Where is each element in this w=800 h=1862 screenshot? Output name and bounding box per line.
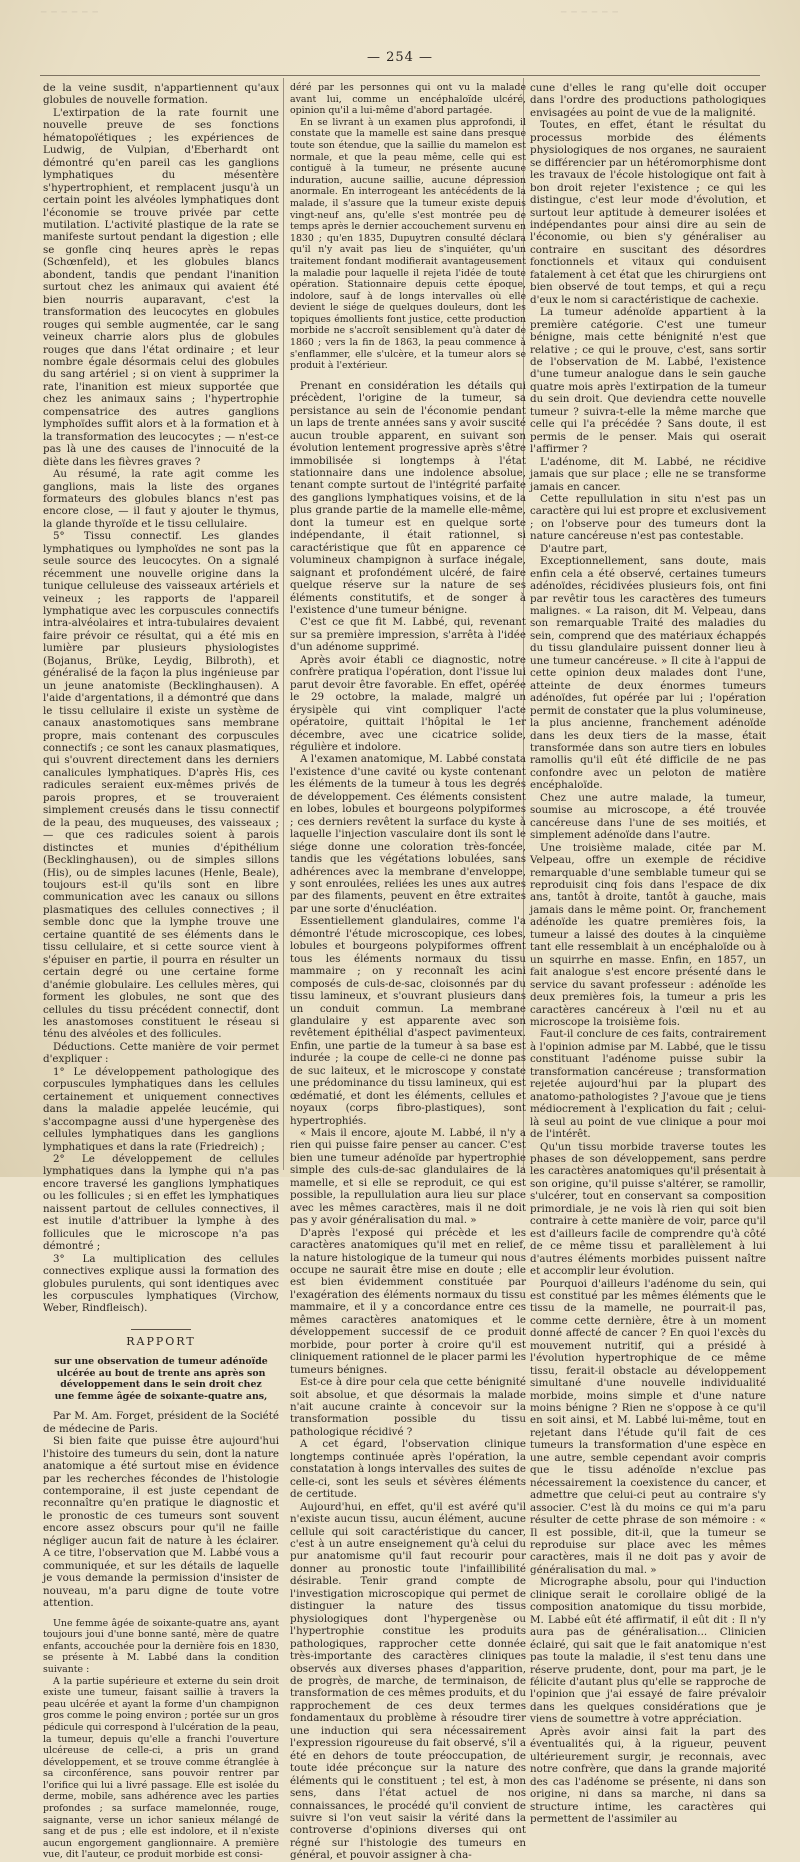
paragraph: Chez une autre malade, la tumeur, soumise au microscope, a été trouvée cancéreuse dans l'une de ses moitiés, et simplement adénoïde dans l'autre. xyxy=(530,791,766,842)
author-line: Par M. Am. Forget, président de la Société de médecine de Paris. xyxy=(43,1410,279,1435)
paragraph: Déductions. Cette manière de voir permet d'expliquer : xyxy=(43,1040,279,1066)
case-paragraph: A la partie supérieure et externe du sein droit existe une tumeur, faisant saillie à travers la peau ulcérée et ayant la forme d'un champignon gros comme le poing environ ; portée sur un gros pédicule qui correspond à l'ulcération de la peau, la tumeur, depuis qu'elle a franchi l'ouverture ulcéreuse de celle-ci, a pris un grand développement, et se trouve comme étranglée à sa circonférence, sans pouvoir rentrer par l'orifice qui lui a livré passage. Elle est isolée du derme, mobile, sans adhérence avec les parties profondes ; sa surface mamelonnée, rouge, saignante, verse un ichor sanieux mélangé de sang et de pus ; elle est indolore, et il n'existe aucun engorgement ganglionnaire. A première vue, dit l'auteur, ce produit morbide est consi- xyxy=(43,1675,279,1861)
paragraph: Qu'un tissu morbide traverse toutes les phases de son développement, sans perdre les caractères anatomiques qu'il présentait à son origine, qu'il puisse s'altérer, se ramollir, s'ulcérer, tout en conservant sa composition primordiale, je ne vois là rien qui soit bien contraire à cette manière de voir, parce qu'il est d'ailleurs facile de comprendre qu'à côté de ce même tissu et parallèlement à lui d'autres éléments morbides puissent naître et accomplir leur évolution. xyxy=(530,1140,766,1278)
paragraph: A cet égard, l'observation clinique longtemps continuée après l'opération, la constatation à longs intervalles des suites de celle-ci, sont les seuls et sévères éléments de certitude. xyxy=(290,1438,526,1501)
page-number: — 254 — xyxy=(366,50,434,65)
paragraph: D'après l'exposé qui précède et les caractères anatomiques qu'il met en relief, la nature histologique de la tumeur qui nous occupe ne saurait être mise en doute ; elle est bien évidemment constituée par l'exagération des éléments normaux du tissu mammaire, et il y a concordance entre ces mêmes caractères anatomiques et le développement successif de ce produit morbide, pour porter à croire qu'il est cliniquement rationnel de le placer parmi les tumeurs bénignes. xyxy=(290,1226,526,1376)
paragraph: La tumeur adénoïde appartient à la première catégorie. C'est une tumeur bénigne, mais cette bénignité n'est que relative ; ce qui le prouve, c'est, sans sortir de l'observation de M. Labbé, l'existence d'une tumeur analogue dans le sein gauche quatre mois après l'extirpation de la tumeur du sein droit. Que deviendra cette nouvelle tumeur ? suivra-t-elle la même marche que celle qui l'a précédée ? Sans doute, il est permis de le penser. Mais qui oserait l'affirmer ? xyxy=(530,306,766,456)
paragraph: Si bien faite que puisse être aujourd'hui l'histoire des tumeurs du sein, dont la nature anatomique a été surtout mise en évidence par les recherches fécondes de l'histologie contemporaine, il est juste cependant de reconnaître qu'en pratique le diagnostic et le pronostic de ces tumeurs sont souvent encore assez obscurs pour qu'il ne faille négliger aucun fait de nature à les éclairer. A ce titre, l'observation que M. Labbé vous a communiquée, et sur les détails de laquelle je vous demande la permission d'insister de nouveau, m'a paru digne de toute votre attention. xyxy=(43,1435,279,1610)
case-paragraph: déré par les personnes qui ont vu la malade avant lui, comme un encéphaloïde ulcéré, opinion qu'il a lui-même d'abord partagée. xyxy=(290,82,526,117)
paragraph: Est-ce à dire pour cela que cette bénignité soit absolue, et que désormais la malade n'ait aucune crainte à concevoir sur la transformation possible du tissu pathologique récidivé ? xyxy=(290,1376,526,1438)
paragraph: Après avoir ainsi fait la part des éventualités qui, à la rigueur, peuvent ultérieurement surgir, je reconnais, avec notre confrère, que dans la grande majorité des cas l'adénome se présente, ni dans son origine, ni dans sa marche, ni dans sa structure intime, les caractères qui permettent de l'assimiler au xyxy=(530,1725,766,1825)
paragraph: Faut-il conclure de ces faits, contrairement à l'opinion admise par M. Labbé, que le tissu constituant l'adénome puisse subir la transformation cancéreuse ; transformation rejetée aujourd'hui par la plupart des anatomo-pathologistes ? J'avoue que je tiens médiocrement à l'explication du fait ; celui-là seul au point de vue clinique a pour moi de l'intérêt. xyxy=(530,1028,766,1141)
paragraph: A l'examen anatomique, M. Labbé constata l'existence d'une cavité ou kyste contenant les éléments de la tumeur à tous les degrés de développement. Ces éléments consistent en lobes, lobules et bourgeons polypiformes ; ces derniers revêtent la surface du kyste à laquelle l'injection vasculaire dont ils sont le siége donne une coloration très-foncée, tandis que les végétations lobulées, sans adhérences avec la membrane d'enveloppe, y sont enroulées, reliées les unes aux autres par des filaments, peuvent en être extraites par une sorte d'énucléation. xyxy=(290,753,526,915)
section-divider xyxy=(131,1329,191,1330)
paragraph: cune d'elles le rang qu'elle doit occuper dans l'ordre des productions pathologiques envisagées au point de vue de la malignité. xyxy=(530,82,766,119)
column-separator xyxy=(283,78,284,1170)
paragraph: 1° Le développement pathologique des corpuscules lymphatiques dans les cellules certainement et uniquement connectives dans la maladie appelée leucémie, qui s'accompagne aussi d'une hypergenèse des cellules lymphatiques dans les ganglions lymphatiques et dans la rate (Friedreich) ; xyxy=(43,1065,279,1153)
paragraph: Au résumé, la rate agit comme les ganglions, mais la liste des organes formateurs des globules blancs n'est pas encore close, — il faut y ajouter le thymus, la glande thyroïde et le tissu cellulaire. xyxy=(43,468,279,530)
paragraph: L'adénome, dit M. Labbé, ne récidive jamais que sur place ; elle ne se transforme jamais en cancer. xyxy=(530,455,766,493)
paragraph: Micrographe absolu, pour qui l'induction clinique serait le corollaire obligé de la composition anatomique du tissu morbide, M. Labbé eût été affirmatif, il eût dit : Il n'y aura pas de généralisation... Clinicien éclairé, qui sait que le fait anatomique n'est pas toute la maladie, il s'est tenu dans une réserve prudente, dont, pour ma part, je le félicite d'autant plus qu'elle se rapproche de l'opinion que j'ai essayé de faire prévaloir dans les quelques considérations que je viens de soumettre à votre appréciation. xyxy=(530,1576,766,1726)
case-paragraph: Une femme âgée de soixante-quatre ans, ayant toujours joui d'une bonne santé, mère de quatre enfants, accouchée pour la dernière fois en 1830, se présente à M. Labbé dans la condition suivante : xyxy=(43,1617,280,1675)
paragraph: Cette repullulation in situ n'est pas un caractère qui lui est propre et exclusivement ; on l'observe pour des tumeurs dont la nature cancéreuse n'est pas contestable. xyxy=(530,492,766,543)
column-1 xyxy=(43,82,280,1861)
paragraph: Une troisième malade, citée par M. Velpeau, offre un exemple de récidive remarquable d'une semblable tumeur qui se reproduisit cinq fois dans l'espace de dix ans, tantôt à droite, tantôt à gauche, mais jamais dans le même point. Or, franchement adénoïde les quatre premières fois, la tumeur a laissé des doutes à la cinquième tant elle ressemblait à un encéphaloïde ou à un squirrhe en masse. Enfin, en 1857, un fait analogue s'est encore présenté dans le service du savant professeur : adénoïde les deux premières fois, la tumeur a pris les caractères cancéreux à l'œil nu et au microscope la troisième fois. xyxy=(530,841,766,1028)
paragraph: « Mais il encore, ajoute M. Labbé, il n'y a rien qui puisse faire penser au cancer. C'est bien une tumeur adénoïde par hypertrophie simple des culs-de-sac glandulaires de la mamelle, et si elle se reproduit, ce qui est possible, la repullulation aura lieu sur place avec les mêmes caractères, mais il ne doit pas y avoir généralisation du mal. » xyxy=(290,1127,526,1227)
header-rule xyxy=(40,75,760,76)
paragraph: L'extirpation de la rate fournit une nouvelle preuve de ses fonctions hématopoïétiques ; les expériences de Ludwig, de Vulpian, d'Eberhardt ont démontré qu'en pareil cas les ganglions lymphatiques du mésentère s'hypertrophient, et remplacent jusqu'à un certain point les alvéoles lymphatiques dont l'économie se trouve privée par cette mutilation. L'activité plastique de la rate se manifeste surtout pendant la digestion ; elle se gonfle cinq heures après le repas (Schœnfeld), et les globules blancs abondent, tandis que pendant l'inanition surtout chez les animaux qui avaient été bien nourris auparavant, c'est la transformation des leucocytes en globules rouges qui semble augmentée, car le sang veineux charrie alors plus de globules rouges que dans l'état ordinaire ; et leur nombre égale désormais celui des globules du sang artériel ; si on vient à supprimer la rate, l'inanition est mieux supportée que chez les animaux sains ; l'hypertrophie compensatrice des autres ganglions lymphoïdes suffit alors et à la formation et à la transformation des leucocytes ; — n'est-ce pas là une des causes de l'innocuité de la diète dans les fièvres graves ? xyxy=(43,106,279,468)
paragraph: Prenant en considération les détails qui précèdent, l'origine de la tumeur, sa persistance au sein de l'économie pendant un laps de trente années sans y avoir suscité aucun trouble apparent, en suivant son évolution lentement progressive après s'être immobilisée si longtemps à l'état stationnaire dans une indolence absolue, tenant compte surtout de l'intégrité parfaite des ganglions lymphatiques voisins, et de la plus grande partie de la mamelle elle-même, dont la tumeur est en quelque sorte indépendante, il était rationnel, si caractéristique que fût en apparence ce volumineux champignon à surface inégale, saignant et profondément ulcéré, de faire quelque réserve sur la nature de ses éléments constitutifs, et de songer à l'existence d'une tumeur bénigne. xyxy=(290,379,526,616)
column-2 xyxy=(290,82,526,1862)
paragraph: Après avoir établi ce diagnostic, notre confrère pratiqua l'opération, dont l'issue lui parut devoir être favorable. En effet, opérée le 29 octobre, la malade, malgré un érysipèle qui vint compliquer l'acte opératoire, quittait l'hôpital le 1er décembre, avec une cicatrice solide, régulière et indolore. xyxy=(290,653,526,753)
column-3 xyxy=(530,82,766,1825)
paragraph: Essentiellement glandulaires, comme l'a démontré l'étude microscopique, ces lobes, lobules et bourgeons polypiformes offrent tous les éléments normaux du tissu mammaire ; on y reconnaît les acini composés de culs-de-sac, cloisonnés par du tissu lamineux, et s'ouvrant plusieurs dans un conduit commun. La membrane glandulaire y est apparente avec son revêtement épithélial d'aspect pavimenteux. Enfin, une partie de la tumeur à sa base est indurée ; la coupe de celle-ci ne donne pas de suc laiteux, et le microscope y constate une prédominance du tissu lamineux, qui est œdématié, et dont les éléments, cellules et noyaux (corps fibro-plastiques), sont hypertrophiés. xyxy=(290,915,526,1127)
section-subtitle: sur une observation de tumeur adénoïde ulcérée au bout de trente ans après son développement dans le sein droit chez une femme âgée de soixante-quatre ans, xyxy=(54,1356,268,1402)
paragraph: 5° Tissu connectif. Les glandes lymphatiques ou lymphoïdes ne sont pas la seule source des leucocytes. On a signalé récemment une nouvelle origine dans la tunique celluleuse des vaisseaux artériels et veineux ; les rapports de l'appareil lymphatique avec les corpuscules connectifs intra-alvéolaires et intra-tubulaires devaient faire prévoir ce résultat, qui a été mis en lumière par plusieurs physiologistes (Bojanus, Brüke, Leydig, Bilbroth), et généralisé de la façon la plus ingénieuse par un jeune anatomiste (Becklinghausen). A l'aide d'argentations, il a démontré que dans le tissu cellulaire il existe un système de canaux anastomotiques sans membrane propre, mais contenant des corpuscules connectifs ; ce sont les canaux plasmatiques, qui s'ouvrent directement dans les derniers canalicules lymphatiques. D'après His, ces radicules seraient eux-mêmes privés de parois propres, et se trouveraient simplement creusés dans le tissu connectif de la peau, des muqueuses, des vaisseaux ; — que ces radicules soient à parois distinctes et munies d'épithélium (Becklinghausen), ou de simples sillons (His), ou de simples lacunes (Henle, Beale), toujours est-il qu'ils sont en libre communication avec les canaux ou sillons plasmatiques des cellules connectives ; il semble donc que la lymphe trouve une certaine quantité de ses éléments dans le tissu cellulaire, et si cette source vient à s'épuiser en partie, il pourra en résulter un certain degré ou une certaine forme d'anémie globulaire. Les cellules mères, qui forment les globules, ne sont que des cellules du tissu précédent connectif, dont les anastomoses constituent le réseau si ténu des alvéoles et des follicules. xyxy=(43,530,279,1041)
paragraph: Aujourd'hui, en effet, qu'il est avéré qu'il n'existe aucun tissu, aucun élément, aucune cellule qui soit caractéristique du cancer, c'est à un autre enseignement qu'à celui du pur anatomisme qu'il faut recourir pour donner au pronostic toute l'infaillibilité désirable. Tenir grand compte de l'investigation microscopique qui permet de distinguer la nature des tissus physiologiques dont l'hypergenèse ou l'hypertrophie constitue les produits pathologiques, rapprocher cette donnée très-importante des caractères cliniques observés aux diverses phases d'apparition, de progrès, de marche, de terminaison, de transformation de ces mêmes produits, et du rapprochement de ces deux termes fondamentaux du problème à résoudre tirer une induction qui sera nécessairement l'expression rigoureuse du fait observé, s'il a été en dehors de toute préoccupation, de toute idée préconçue sur la nature des éléments qui le constituent ; tel est, à mon sens, dans l'état actuel de nos connaissances, le procédé qu'il convient de suivre si l'on veut saisir la vérité dans la controverse d'opinions diverses qui ont régné sur l'histologie des tumeurs en général, et pouvoir assigner à cha- xyxy=(290,1500,526,1862)
paragraph: Toutes, en effet, étant le résultat du processus morbide des éléments physiologiques de nos organes, ne sauraient se différencier par un hétéromorphisme dont les travaux de l'école histologique ont fait à bon droit rejeter l'existence ; ce qui les distingue, c'est leur mode d'évolution, et surtout leur aptitude à demeurer isolées et indépendantes pour ainsi dire au sein de l'économie, ou bien s'y généraliser au contraire en suscitant des désordres fonctionnels et vitaux qui conduisent fatalement à cet état que les chirurgiens ont bien observé de tout temps, et qui a reçu d'eux le nom si caractéristique de cachexie. xyxy=(530,119,766,306)
paragraph: de la veine susdit, n'appartiennent qu'aux globules de nouvelle formation. xyxy=(43,82,279,107)
case-paragraph: En se livrant à un examen plus approfondi, il constate que la mamelle est saine dans presque toute son étendue, que la saillie du mamelon est normale, et que la peau même, celle qui est contiguë à la tumeur, ne présente aucune induration, aucune saillie, aucune dépression anormale. En interrogeant les antécédents de la malade, il s'assure que la tumeur existe depuis vingt-neuf ans, qu'elle s'est montrée peu de temps après le dernier accouchement survenu en 1830 ; qu'en 1835, Dupuytren consulté déclara qu'il n'y avait pas lieu de s'inquiéter, qu'un traitement fondant modifierait avantageusement la maladie pour laquelle il rejeta l'idée de toute opération. Stationnaire depuis cette époque, indolore, sauf à de longs intervalles où elle devient le siége de quelques douleurs, dont les topiques émollients font justice, cette production morbide ne s'accroît sensiblement qu'à dater de 1860 ; vers la fin de 1863, la peau commence à s'enflammer, elle s'ulcère, et la tumeur alors se produit à l'extérieur. xyxy=(290,116,526,372)
paragraph: 3° La multiplication des cellules connectives explique aussi la formation des globules purulents, qui sont identiques avec les corpuscules lymphatiques (Virchow, Weber, Rindfleisch). xyxy=(43,1252,279,1315)
paragraph: D'autre part, xyxy=(540,542,608,555)
paragraph: C'est ce que fit M. Labbé, qui, revenant sur sa première impression, s'arrêta à l'idée d'un adénome supprimé. xyxy=(290,616,526,654)
bleed-through-text-left: ─ ─ ─ ─ ─ ─ xyxy=(40,8,98,18)
paragraph: 2° Le développement de cellules lymphatiques dans la lymphe qui n'a pas encore traversé les ganglions lymphatiques ou les follicules ; si en effet les lymphatiques naissent partout de cellules connectives, il est inutile d'attribuer la lymphe à des follicules que le microscope n'a pas démontré ; xyxy=(43,1152,279,1253)
section-title: RAPPORT xyxy=(126,1334,196,1348)
paragraph: Pourquoi d'ailleurs l'adénome du sein, qui est constitué par les mêmes éléments que le tissu de la mamelle, ne pourrait-il pas, comme cette dernière, être à un moment donné affecté de cancer ? En quoi l'excès du mouvement nutritif, qui a présidé à l'évolution hypertrophique de ce même tissu, ferait-il obstacle au développement simultané d'une nouvelle individualité morbide, moins simple et d'une nature moins bénigne ? Rien ne s'oppose à ce qu'il en soit ainsi, et M. Labbé lui-même, tout en rejetant dans l'étude qu'il fait de ces tumeurs la transformation d'une espèce en une autre, semble cependant avoir compris que le tissu adénoïde n'exclue pas nécessairement la coexistence du cancer, et admettre que celui-ci peut au contraire s'y associer. C'est là du moins ce qui m'a paru résulter de cette phrase de son mémoire : « Il est possible, dit-il, que la tumeur se reproduise sur place avec les mêmes caractères, mais il ne doit pas y avoir de généralisation du mal. » xyxy=(530,1277,766,1576)
paragraph: Exceptionnellement, sans doute, mais enfin cela a été observé, certaines tumeurs adénoïdes, récidivées plusieurs fois, ont fini par revêtir tous les caractères des tumeurs malignes. « La raison, dit M. Velpeau, dans son remarquable Traité des maladies du sein, comprend que des matériaux échappés du tissu glandulaire puissent donner lieu à une tumeur cancéreuse. » Il cite à l'appui de cette opinion deux malades dont l'une, atteinte de deux énormes tumeurs adénoïdes, fut opérée par lui ; l'opération permit de constater que la plus volumineuse, la plus ancienne, franchement adénoïde dans les deux tiers de la masse, était transformée dans son autre tiers en lobules ramollis qu'il eût été difficile de ne pas confondre avec un peloton de matière encéphaloïde. xyxy=(530,555,766,792)
bleed-through-text-right: ─ ─ ─ ─ ─ ─ xyxy=(560,8,618,18)
